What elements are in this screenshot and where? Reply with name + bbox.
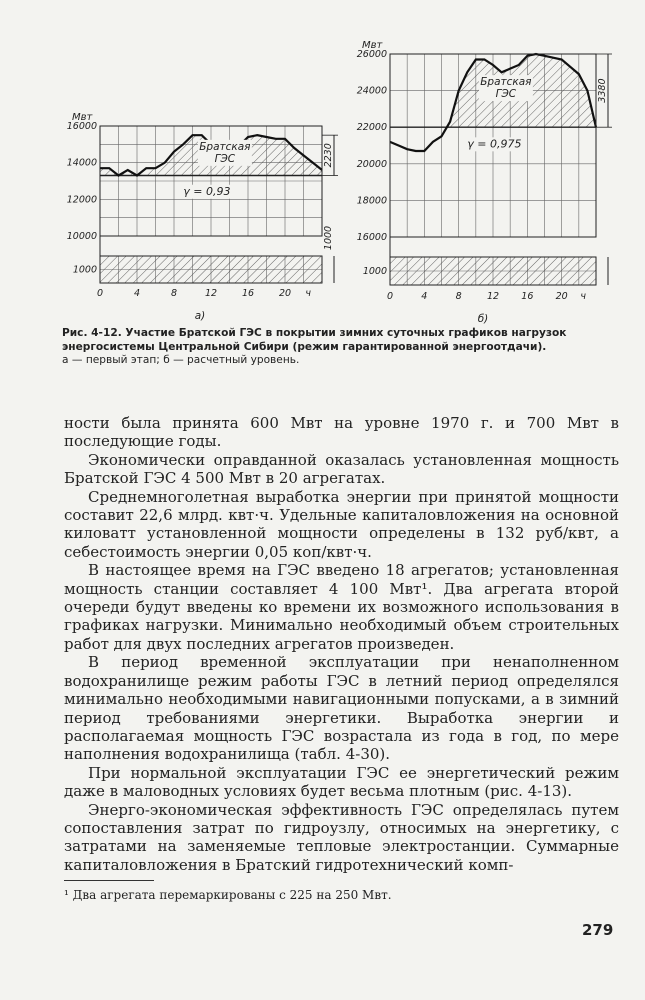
peak-dimension-label: 2230 bbox=[323, 143, 334, 168]
base-dimension-label: 1000 bbox=[323, 225, 334, 251]
paragraph: При нормальной эксплуатации ГЭС ее энергетический режим даже в маловодных условиях будет весьма плотным (рис. 4-13). bbox=[64, 763, 619, 801]
x-tick-label: 20 bbox=[278, 288, 292, 299]
y-tick-label: 18000 bbox=[356, 195, 387, 207]
y-tick-label: 1000 bbox=[72, 264, 97, 276]
x-tick-label: 8 bbox=[455, 291, 462, 302]
chart-panel-b bbox=[357, 40, 612, 325]
figure-caption bbox=[62, 327, 622, 368]
y-tick-label: 14000 bbox=[66, 157, 97, 169]
x-axis-label: ч bbox=[580, 291, 586, 302]
base-load-band bbox=[100, 256, 322, 283]
y-tick-label: 12000 bbox=[66, 194, 97, 206]
x-tick-label: 12 bbox=[204, 288, 218, 299]
x-tick-label: 20 bbox=[555, 291, 568, 302]
x-tick-label: 16 bbox=[241, 288, 255, 299]
paragraph: Экономически оправданной оказалась установленная мощность Братской ГЭС 4 500 Мвт в 20 агрегатах. bbox=[64, 450, 619, 488]
area-label: Братская bbox=[480, 76, 532, 89]
x-tick-label: 12 bbox=[486, 291, 500, 302]
y-tick-label: 24000 bbox=[356, 85, 387, 97]
paragraph: Среднемноголетная выработка энергии при принятой мощности составит 22,6 млрд. квт·ч. Удельные капиталовложения на основной киловатт установленной мощности определены в 132 руб/квт, а себестоимость энергии 0,05 коп/квт·ч. bbox=[64, 487, 619, 561]
gamma-annotation: γ = 0,93 bbox=[183, 184, 231, 198]
peak-dimension-label: 3380 bbox=[597, 78, 608, 103]
footnote: ¹ Два агрегата перемаркированы с 225 на 250 Мвт. bbox=[64, 888, 392, 902]
y-tick-label: 22000 bbox=[356, 122, 387, 134]
caption-title: Рис. 4-12. Участие Братской ГЭС в покрытии зимних суточных графиков нагрузок энергосистемы Центральной Сибири (режим гарантированной энергоотдачи). bbox=[62, 327, 567, 353]
base-load-band bbox=[390, 257, 596, 285]
paragraph: Энерго-экономическая эффективность ГЭС определялась путем сопоставления затрат по гидроузлу, относимых на энергетику, с затратами на заменяемые тепловые электростанции. Суммарные капиталовложения в Братский гидротехнический комп- bbox=[64, 800, 619, 874]
area-label: ГЭС bbox=[214, 152, 236, 165]
paragraph: В период временной эксплуатации при ненаполненном водохранилище режим работы ГЭС в летний период определялся минимально необходимыми навигационными попусками, а в зимний период требованиями энергетики. Выработка энергии и располагаемая мощность ГЭС возрастала из года в год, по мере наполнения водохранилища (табл. 4-30). bbox=[64, 653, 619, 764]
chart-panel-a bbox=[67, 112, 338, 322]
area-label: ГЭС bbox=[495, 88, 517, 101]
paragraph: В настоящее время на ГЭС введено 18 агрегатов; установленная мощность станции составляет 4 100 Мвт¹. Два агрегата второй очереди будут введены ко времени их возможного использования в графиках нагрузки. Минимально необходимый объем строительных работ для двух последних агрегатов произведен. bbox=[64, 561, 619, 653]
y-tick-label: 1000 bbox=[362, 266, 387, 277]
x-tick-label: 0 bbox=[386, 291, 394, 302]
y-axis-label: Мвт bbox=[362, 40, 383, 51]
x-tick-label: 16 bbox=[521, 291, 534, 302]
footnote-divider bbox=[64, 880, 154, 881]
y-axis-label: Мвт bbox=[72, 112, 93, 123]
x-tick-label: 0 bbox=[96, 288, 104, 299]
x-axis-label: ч bbox=[305, 288, 311, 299]
gamma-annotation: γ = 0,975 bbox=[467, 137, 522, 151]
panel-label: а) bbox=[194, 310, 206, 322]
page-number: 279 bbox=[582, 921, 614, 939]
y-tick-label: 16000 bbox=[356, 232, 387, 243]
y-tick-label: 16000 bbox=[66, 121, 97, 132]
y-tick-label: 20000 bbox=[356, 158, 387, 170]
y-tick-label: 26000 bbox=[356, 49, 387, 60]
panel-label: б) bbox=[477, 313, 489, 325]
x-tick-label: 4 bbox=[133, 288, 141, 299]
x-tick-label: 8 bbox=[170, 288, 178, 299]
body-text bbox=[64, 414, 619, 874]
paragraph: ности была принята 600 Мвт на уровне 1970 г. и 700 Мвт в последующие годы. bbox=[64, 414, 619, 451]
figure-4-12 bbox=[0, 0, 645, 325]
y-tick-label: 10000 bbox=[66, 231, 97, 242]
area-label: Братская bbox=[199, 140, 251, 153]
x-tick-label: 4 bbox=[421, 291, 428, 302]
caption-legend: а — первый этап; б — расчетный уровень. bbox=[62, 354, 300, 366]
